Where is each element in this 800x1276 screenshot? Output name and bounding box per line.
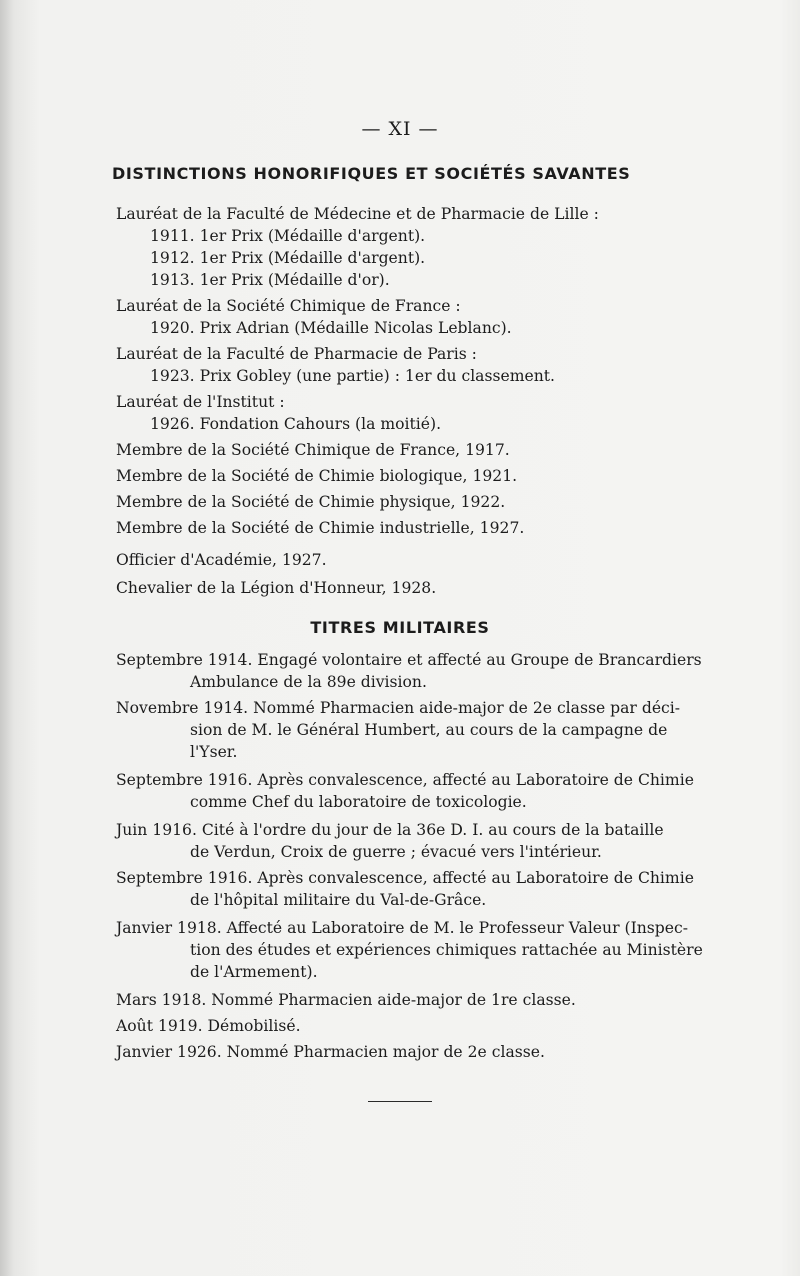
text-line: Ambulance de la 89e division. — [190, 673, 427, 691]
text-line: 1912. 1er Prix (Médaille d'argent). — [150, 249, 426, 267]
text-line: Mars 1918. Nommé Pharmacien aide-major de 1re classe. — [116, 991, 576, 1009]
text-line: Janvier 1918. Affecté au Laboratoire de M. le Professeur Valeur (Inspec- — [116, 919, 688, 937]
text-line: Novembre 1914. Nommé Pharmacien aide-major de 2e classe par déci- — [116, 699, 681, 717]
text-line: 1913. 1er Prix (Médaille d'or). — [150, 271, 390, 289]
text-line: Membre de la Société de Chimie physique, 1922. — [116, 493, 506, 511]
text-line: Lauréat de la Faculté de Pharmacie de Paris : — [116, 345, 477, 363]
text-line: 1920. Prix Adrian (Médaille Nicolas Leblanc). — [150, 319, 512, 337]
text-line: Lauréat de l'Institut : — [116, 393, 285, 411]
text-line: de l'Armement). — [190, 963, 318, 981]
text-line: Août 1919. Démobilisé. — [116, 1017, 301, 1035]
text-line: Officier d'Académie, 1927. — [116, 551, 327, 569]
text-line: Septembre 1916. Après convalescence, affecté au Laboratoire de Chimie — [116, 869, 694, 887]
text-line: Membre de la Société de Chimie industrielle, 1927. — [116, 519, 525, 537]
text-line: l'Yser. — [190, 743, 238, 761]
closing-rule — [368, 1101, 432, 1102]
text-line: Lauréat de la Société Chimique de France : — [116, 297, 461, 315]
text-line: 1911. 1er Prix (Médaille d'argent). — [150, 227, 426, 245]
text-line: sion de M. le Général Humbert, au cours de la campagne de — [190, 721, 668, 739]
section-heading-distinctions: DISTINCTIONS HONORIFIQUES ET SOCIÉTÉS SAVANTES — [112, 164, 631, 183]
section-heading-militaires: TITRES MILITAIRES — [310, 618, 490, 637]
text-line: Juin 1916. Cité à l'ordre du jour de la 36e D. I. au cours de la bataille — [116, 821, 664, 839]
text-line: tion des études et expériences chimiques rattachée au Ministère — [190, 941, 703, 959]
text-line: de l'hôpital militaire du Val-de-Grâce. — [190, 891, 487, 909]
text-line: Septembre 1914. Engagé volontaire et affecté au Groupe de Brancardiers — [116, 651, 702, 669]
text-line: Janvier 1926. Nommé Pharmacien major de 2e classe. — [116, 1043, 545, 1061]
text-line: comme Chef du laboratoire de toxicologie. — [190, 793, 527, 811]
text-line: de Verdun, Croix de guerre ; évacué vers l'intérieur. — [190, 843, 602, 861]
text-line: Membre de la Société Chimique de France, 1917. — [116, 441, 510, 459]
text-line: 1926. Fondation Cahours (la moitié). — [150, 415, 442, 433]
text-line: 1923. Prix Gobley (une partie) : 1er du classement. — [150, 367, 555, 385]
text-line: Membre de la Société de Chimie biologique, 1921. — [116, 467, 518, 485]
page-number: — XI — — [361, 118, 439, 140]
text-line: Lauréat de la Faculté de Médecine et de Pharmacie de Lille : — [116, 205, 599, 223]
text-line: Chevalier de la Légion d'Honneur, 1928. — [116, 579, 437, 597]
text-line: Septembre 1916. Après convalescence, affecté au Laboratoire de Chimie — [116, 771, 694, 789]
